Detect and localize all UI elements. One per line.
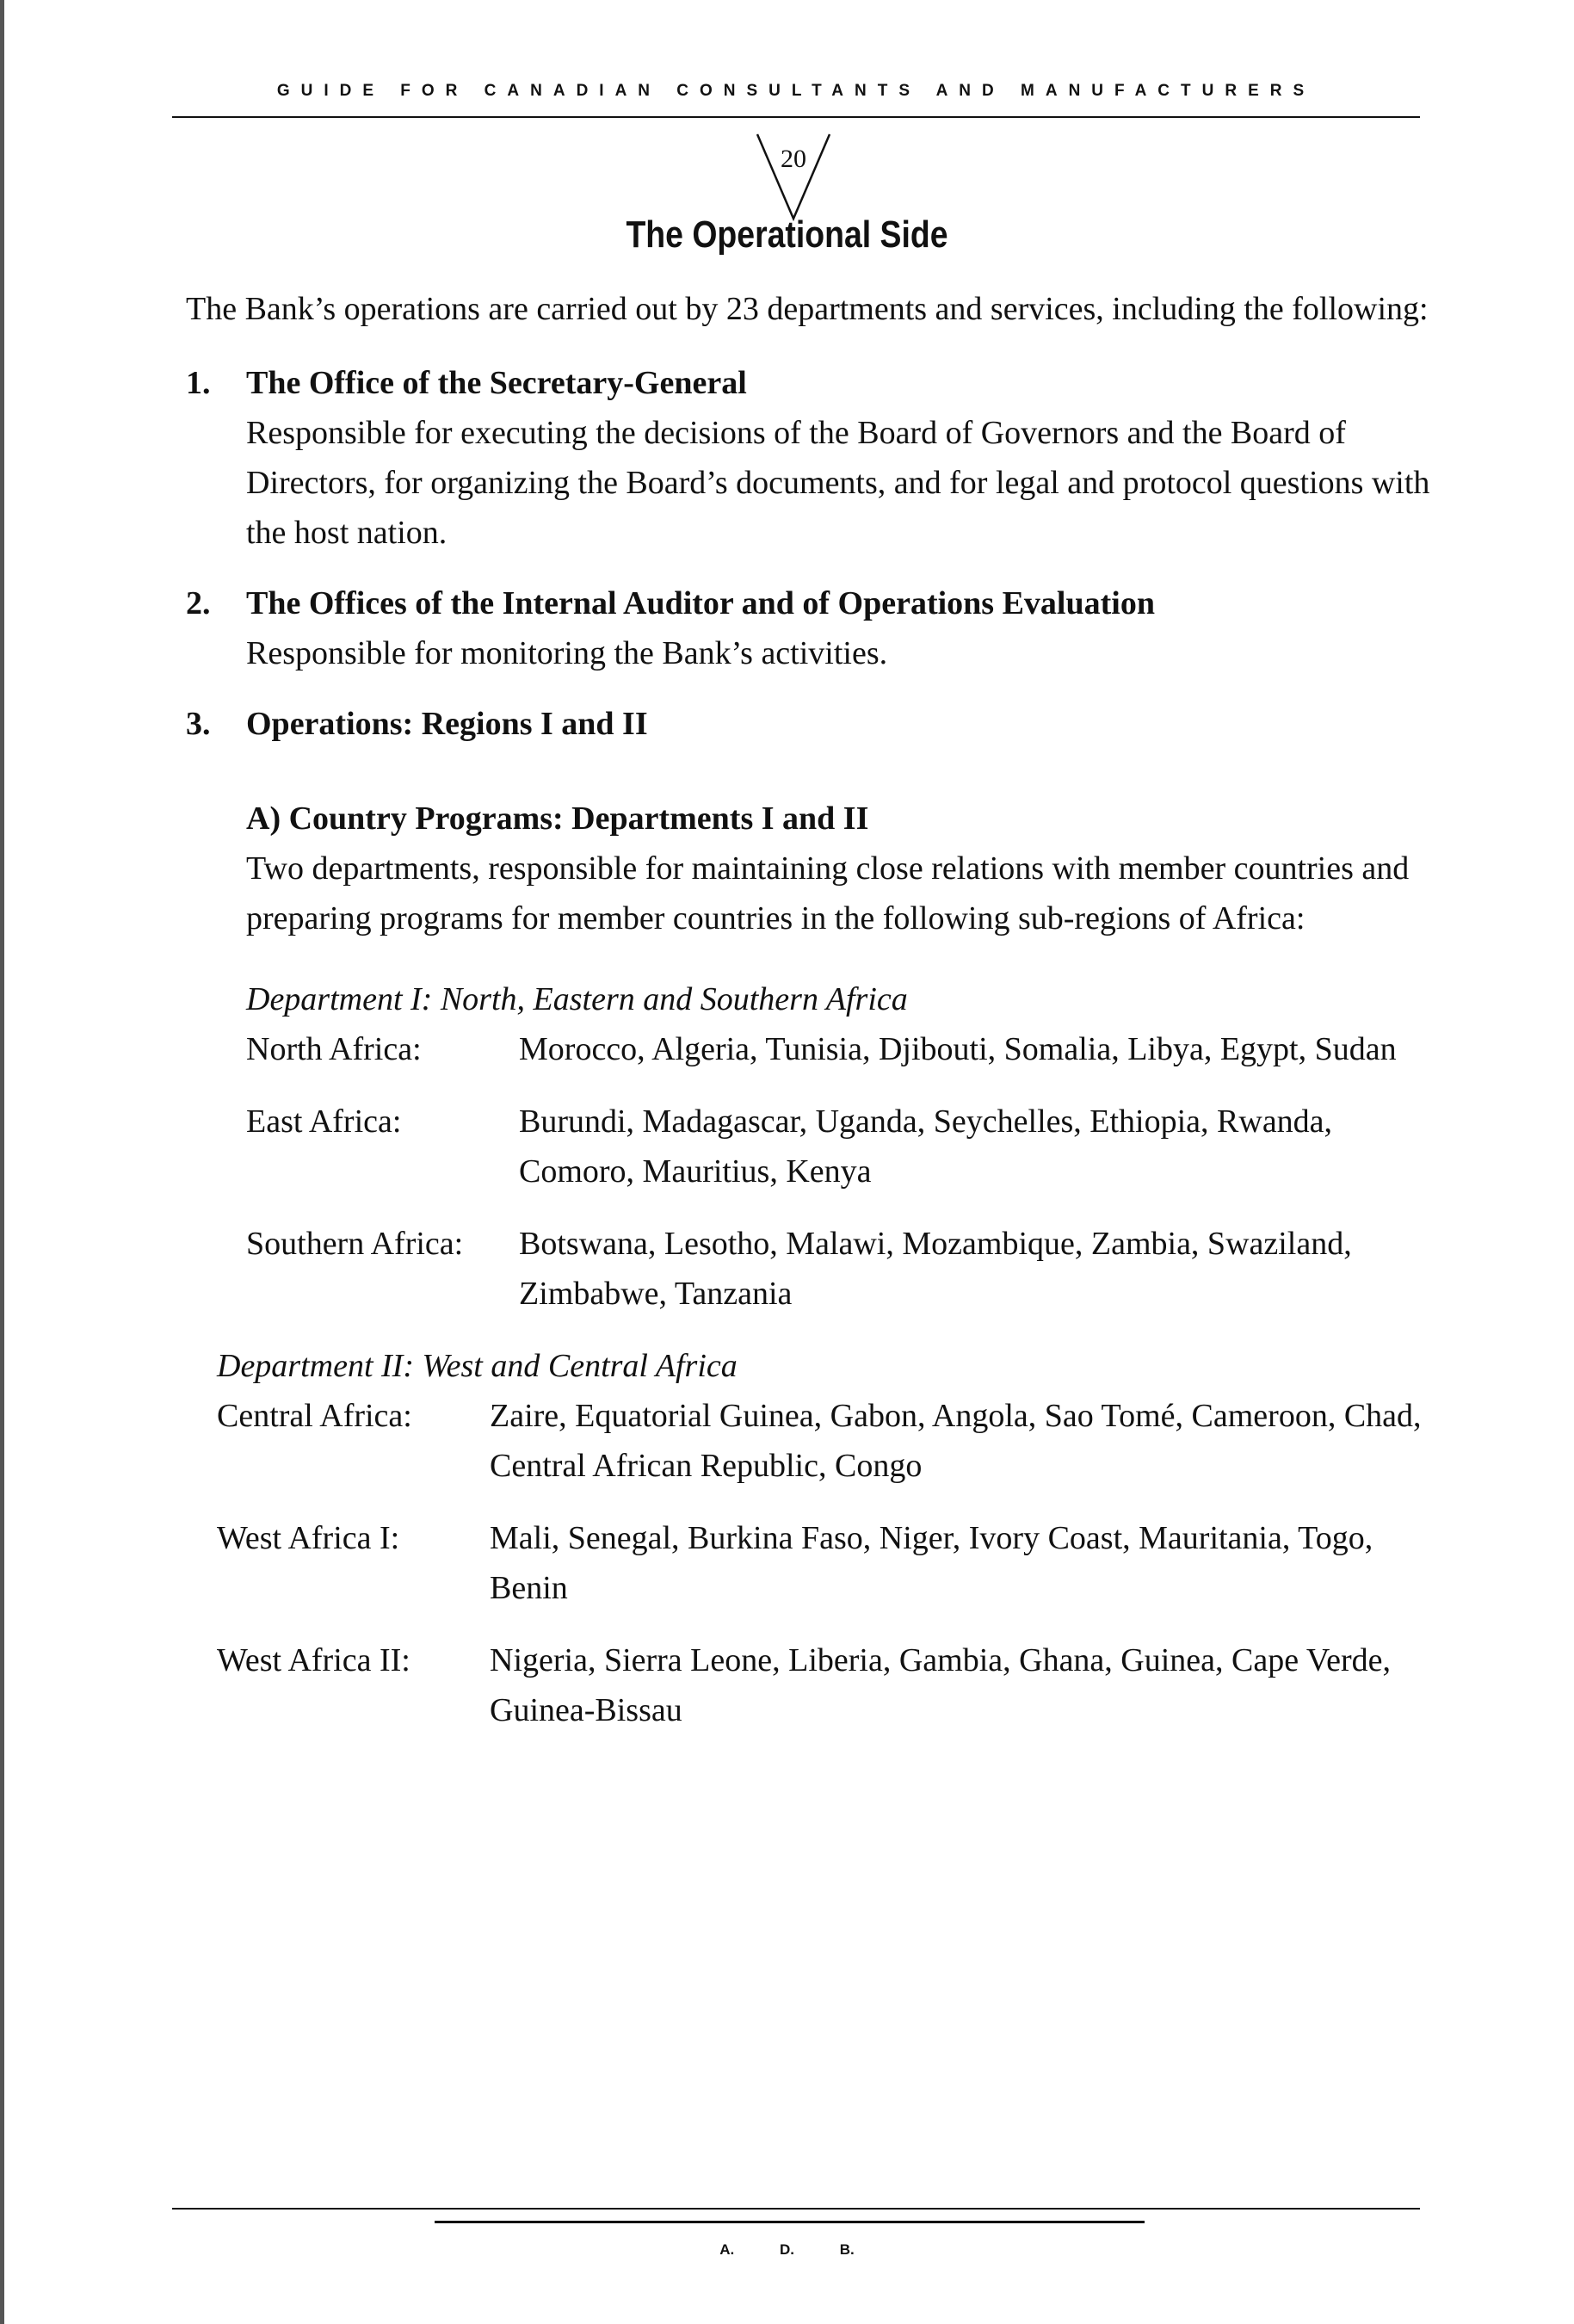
- region-label: West Africa I:: [217, 1520, 400, 1556]
- department-block: [246, 974, 1434, 1319]
- region-row: [217, 1391, 1434, 1491]
- footer-rule-short: [435, 2221, 1145, 2223]
- region-label: Central Africa:: [217, 1398, 412, 1434]
- item-title: The Offices of the Internal Auditor and of Operations Evaluation: [246, 585, 1155, 621]
- page-title: The Operational Side: [626, 213, 948, 256]
- department-block: [217, 1341, 1434, 1735]
- region-row: [246, 1097, 1434, 1196]
- region-countries: Burundi, Madagascar, Uganda, Seychelles, Ethiopia, Rwanda, Comoro, Mauritius, Kenya: [519, 1103, 1333, 1190]
- region-countries: Zaire, Equatorial Guinea, Gabon, Angola, Sao Tomé, Cameroon, Chad, Central African Republic, Congo: [490, 1398, 1422, 1484]
- item-description: Responsible for executing the decisions of the Board of Governors and the Board of Directors, for organizing the Board’s documents, and for legal and protocol questions with the host nation.: [246, 415, 1430, 551]
- page-number: 20: [781, 145, 806, 173]
- region-row: [217, 1513, 1434, 1613]
- region-row: [246, 1219, 1434, 1319]
- region-row: [217, 1635, 1434, 1735]
- department-heading: Department I: North, Eastern and Southern Africa: [246, 981, 908, 1017]
- item-number: 1.: [186, 365, 211, 401]
- region-countries: Mali, Senegal, Burkina Faso, Niger, Ivory Coast, Mauritania, Togo, Benin: [490, 1520, 1373, 1606]
- running-header: GUIDE FOR CANADIAN CONSULTANTS AND MANUFACTURERS: [276, 82, 1316, 100]
- subsection-title: A) Country Programs: Departments I and II: [246, 800, 869, 837]
- page-binding-edge: [0, 0, 4, 2324]
- header-rule: [172, 116, 1420, 118]
- item-title: The Office of the Secretary-General: [246, 365, 747, 401]
- region-countries: Botswana, Lesotho, Malawi, Mozambique, Zambia, Swaziland, Zimbabwe, Tanzania: [519, 1226, 1352, 1312]
- region-label: Southern Africa:: [246, 1226, 464, 1262]
- page-number-badge: [750, 129, 836, 224]
- main-content: [186, 284, 1434, 1778]
- department-heading: Department II: West and Central Africa: [217, 1348, 738, 1384]
- list-item: [186, 699, 1434, 1758]
- list-item: [186, 578, 1434, 678]
- region-countries: Nigeria, Sierra Leone, Liberia, Gambia, Ghana, Guinea, Cape Verde, Guinea-Bissau: [490, 1642, 1392, 1728]
- subsection-description: Two departments, responsible for maintaining close relations with member countries and preparing programs for member countries in the following sub-regions of Africa:: [246, 850, 1410, 936]
- footer-rule: [172, 2208, 1420, 2210]
- item-title: Operations: Regions I and II: [246, 706, 648, 742]
- triangle-icon: [750, 129, 836, 224]
- region-label: North Africa:: [246, 1031, 422, 1067]
- region-label: West Africa II:: [217, 1642, 410, 1678]
- item-number: 2.: [186, 585, 211, 621]
- region-countries: Morocco, Algeria, Tunisia, Djibouti, Somalia, Libya, Egypt, Sudan: [519, 1031, 1397, 1067]
- region-row: [246, 1024, 1434, 1074]
- region-label: East Africa:: [246, 1103, 402, 1140]
- list-item: [186, 358, 1434, 558]
- intro-paragraph: The Bank’s operations are carried out by 23 departments and services, including the following:: [186, 291, 1429, 327]
- item-number: 3.: [186, 706, 211, 742]
- footer-text: A. D. B.: [719, 2241, 855, 2258]
- item-description: Responsible for monitoring the Bank’s activities.: [246, 635, 888, 671]
